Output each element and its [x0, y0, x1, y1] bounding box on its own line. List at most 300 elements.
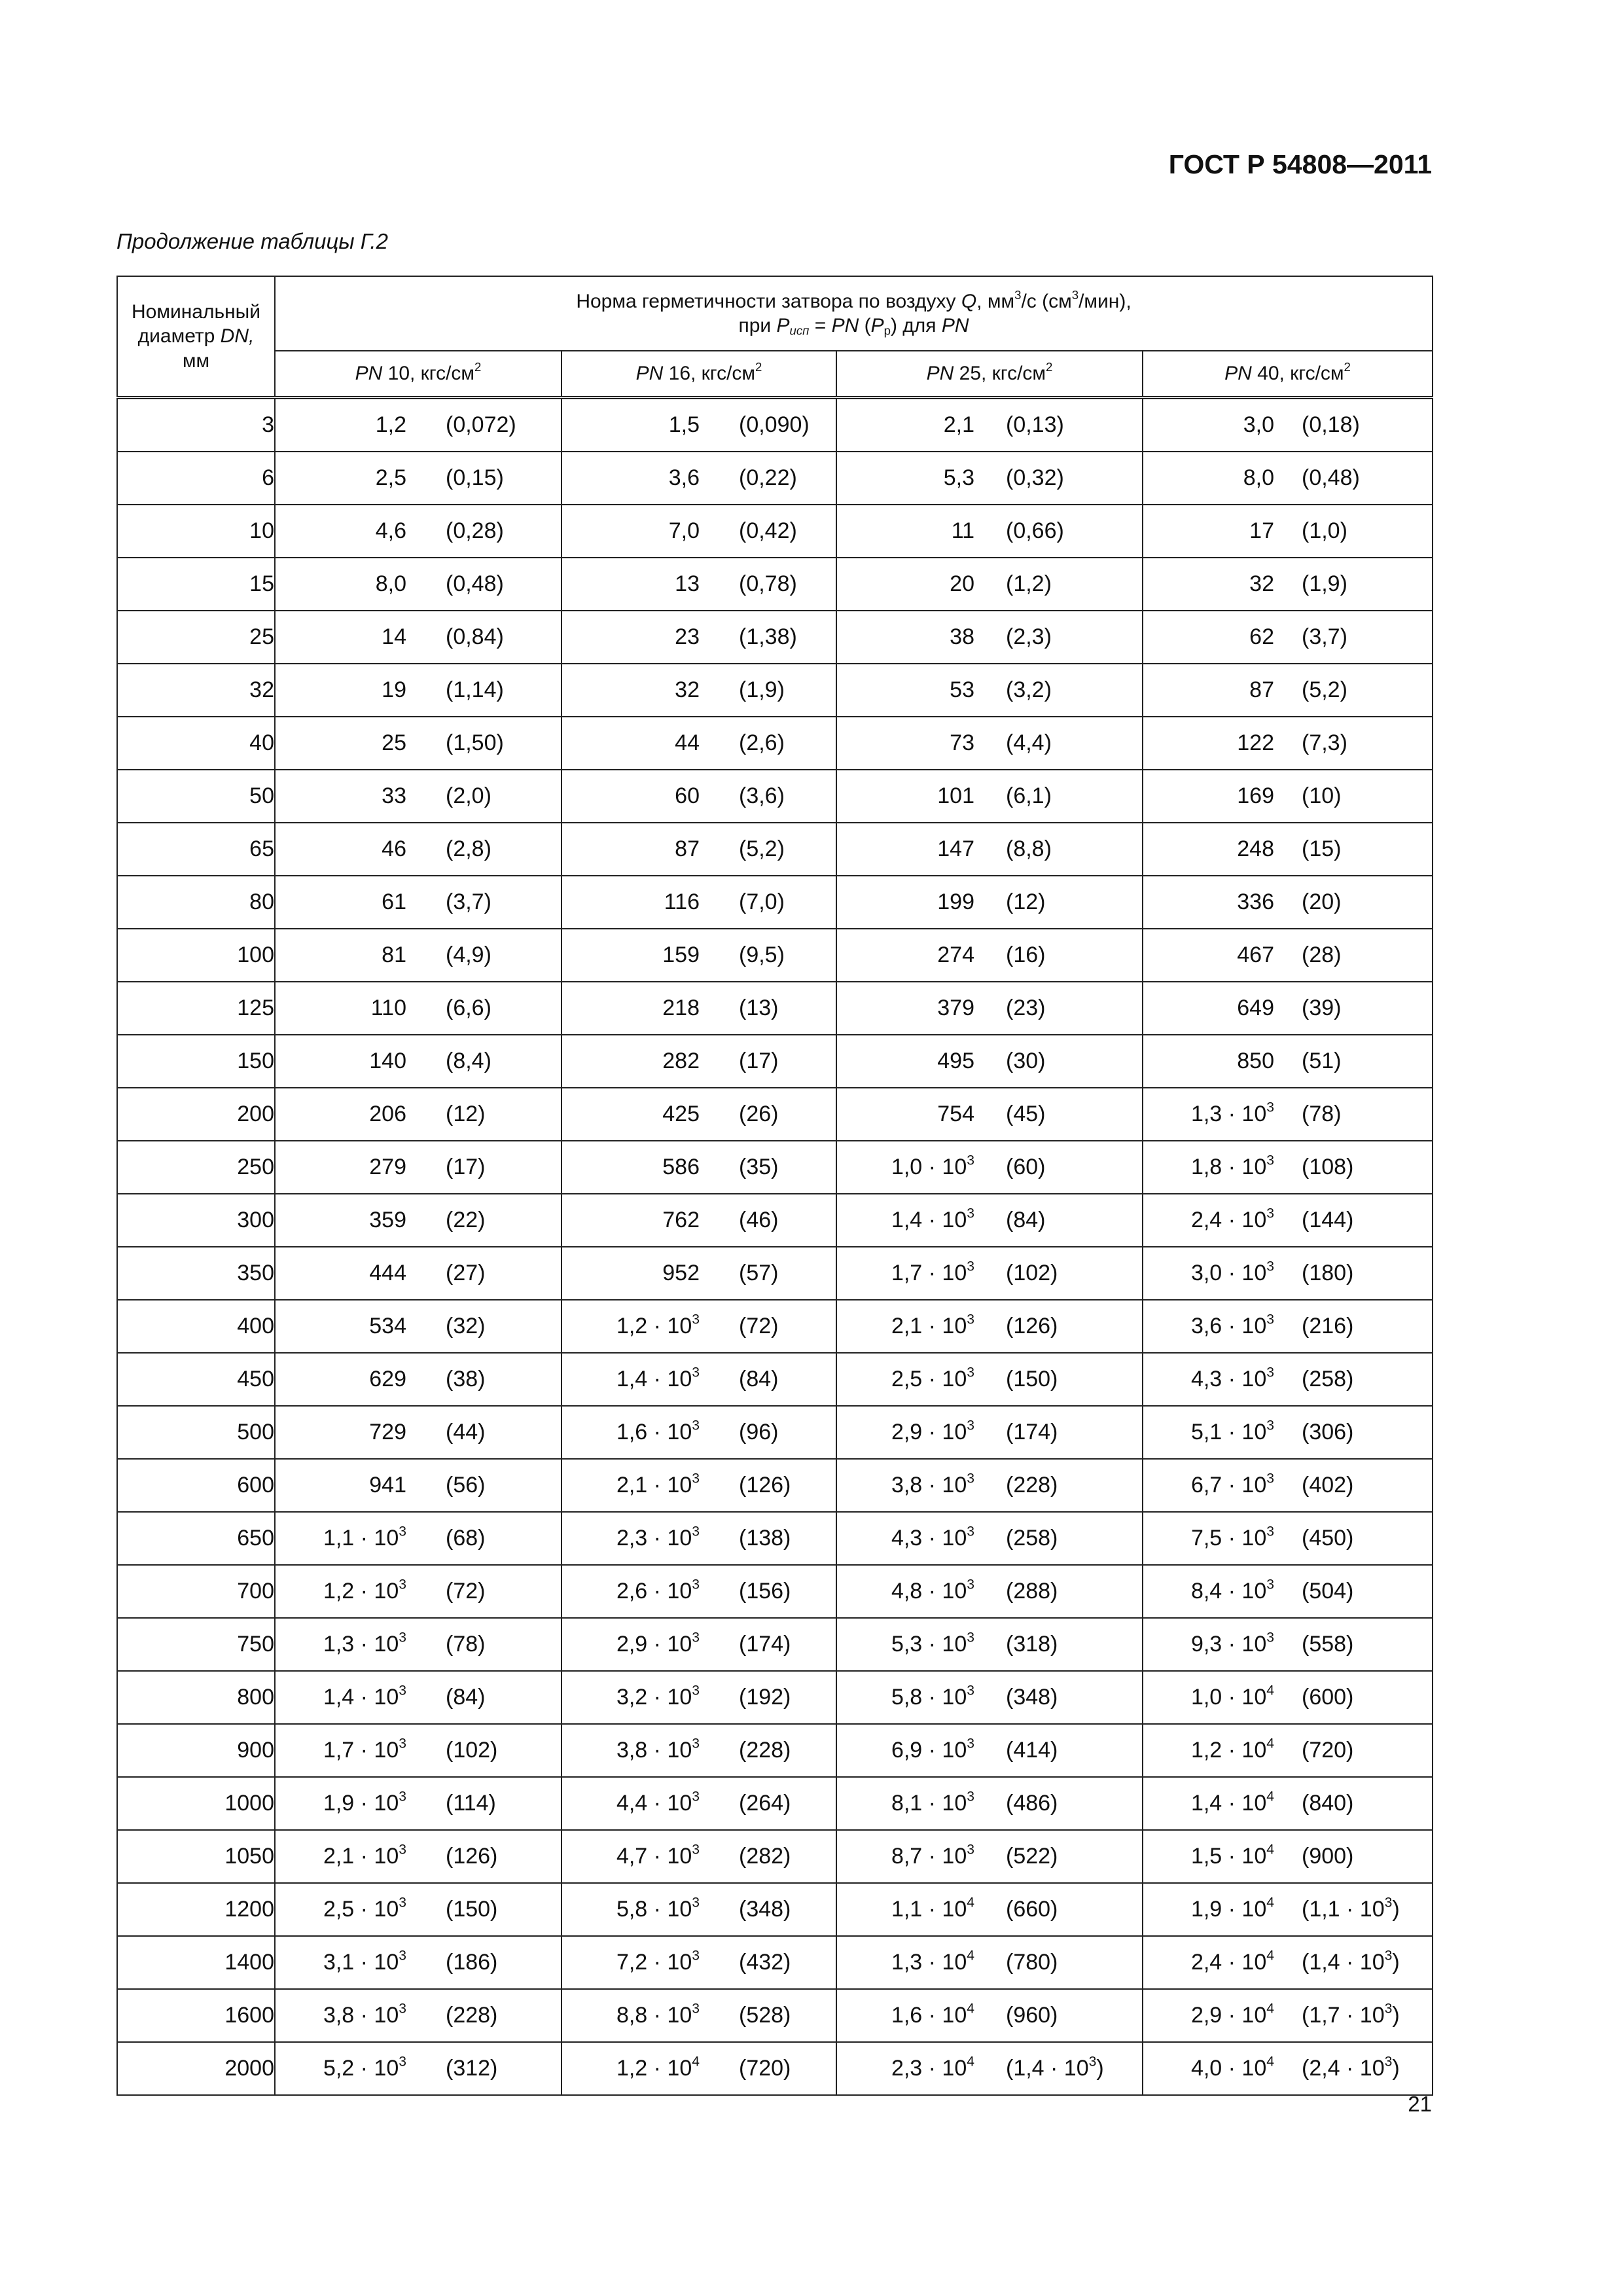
- rate-cm3-per-min: (258): [1302, 1367, 1354, 1391]
- rate-cm3-per-min: (780): [1006, 1950, 1058, 1975]
- rate-cm3-per-min: (35): [739, 1155, 779, 1179]
- table-row: [117, 1724, 1433, 1777]
- rate-cm3-per-min: (45): [1006, 1102, 1046, 1126]
- leak-rate-cell: [562, 823, 836, 876]
- rate-mm3-per-s: $2,6 \cdot 10^3$: [616, 1577, 700, 1604]
- leak-rate-cell: [275, 1035, 562, 1088]
- leak-rate-cell: [275, 1141, 562, 1194]
- leak-rate-cell: [562, 398, 836, 452]
- rate-cm3-per-min: (8,8): [1006, 836, 1052, 861]
- rate-mm3-per-s: $2,3 \cdot 10^3$: [616, 1524, 700, 1551]
- table-row: [117, 1247, 1433, 1300]
- rate-cm3-per-min: (13): [739, 996, 779, 1020]
- rate-mm3-per-s: $1,2 \cdot 10^3$: [323, 1577, 406, 1604]
- leak-rate-cell: [1143, 1830, 1433, 1883]
- dn-cell: 65: [117, 823, 275, 876]
- rate-mm3-per-s: 32: [675, 677, 700, 702]
- rate-cm3-per-min: (3,7): [1302, 624, 1347, 649]
- rate-cm3-per-min: (60): [1006, 1155, 1046, 1179]
- leak-rate-cell: [562, 1194, 836, 1247]
- rate-mm3-per-s: $2,1 \cdot 10^3$: [891, 1312, 974, 1338]
- leak-rate-cell: [275, 1936, 562, 1989]
- dn-cell: 1400: [117, 1936, 275, 1989]
- leak-rate-cell: [1143, 1618, 1433, 1671]
- rate-cm3-per-min: (432): [739, 1950, 791, 1975]
- rate-cm3-per-min: (1,38): [739, 624, 797, 649]
- rate-mm3-per-s: $1,7 \cdot 10^3$: [323, 1736, 406, 1763]
- dn-cell: 10: [117, 505, 275, 558]
- rate-mm3-per-s: $8,7 \cdot 10^3$: [891, 1842, 974, 1869]
- rate-cm3-per-min: (900): [1302, 1844, 1354, 1869]
- dn-cell: 150: [117, 1035, 275, 1088]
- dn-cell: 450: [117, 1353, 275, 1406]
- rate-cm3-per-min: (5,2): [739, 836, 785, 861]
- rate-cm3-per-min: (216): [1302, 1314, 1354, 1338]
- leak-rate-cell: [562, 1936, 836, 1989]
- rate-mm3-per-s: 11: [951, 518, 974, 543]
- rate-mm3-per-s: $2,1 \cdot 10^3$: [323, 1842, 406, 1869]
- leak-rate-cell: [275, 611, 562, 664]
- rate-mm3-per-s: 359: [369, 1208, 406, 1232]
- rate-cm3-per-min: (660): [1006, 1897, 1058, 1922]
- rate-mm3-per-s: 14: [382, 624, 406, 649]
- leak-rate-cell: [836, 505, 1143, 558]
- rate-cm3-per-min: (126): [739, 1473, 791, 1498]
- rate-mm3-per-s: 762: [662, 1208, 700, 1232]
- rate-mm3-per-s: $2,9 \cdot 10^4$: [1190, 2001, 1274, 2028]
- leak-rate-cell: [836, 2042, 1143, 2095]
- rate-mm3-per-s: $1,1 \cdot 10^3$: [323, 1524, 406, 1551]
- rate-cm3-per-min: (0,072): [446, 412, 516, 437]
- rate-mm3-per-s: $5,3 \cdot 10^3$: [891, 1630, 974, 1657]
- leak-rate-cell: [836, 1459, 1143, 1512]
- rate-mm3-per-s: 467: [1237, 942, 1274, 967]
- table-row: [117, 1777, 1433, 1830]
- rate-mm3-per-s: $1,2 \cdot 10^4$: [616, 2054, 700, 2081]
- leak-rate-cell: [1143, 398, 1433, 452]
- rate-cm3-per-min: (0,090): [739, 412, 810, 437]
- leak-rate-cell: [836, 929, 1143, 982]
- table-row: [117, 1565, 1433, 1618]
- rate-mm3-per-s: $1,8 \cdot 10^3$: [1190, 1153, 1274, 1179]
- dn-cell: 250: [117, 1141, 275, 1194]
- rate-mm3-per-s: 199: [937, 889, 974, 914]
- rate-cm3-per-min: (0,22): [739, 465, 797, 490]
- rate-cm3-per-min: $(1,1 \cdot 10^3)$: [1302, 1895, 1400, 1922]
- leak-rate-cell: [562, 1777, 836, 1830]
- dn-cell: 700: [117, 1565, 275, 1618]
- leak-rate-cell: [836, 823, 1143, 876]
- rate-cm3-per-min: (3,7): [446, 889, 491, 914]
- rate-mm3-per-s: 218: [662, 996, 700, 1020]
- leak-rate-cell: [1143, 1989, 1433, 2042]
- leak-rate-cell: [275, 558, 562, 611]
- rate-mm3-per-s: $8,1 \cdot 10^3$: [891, 1789, 974, 1816]
- rate-cm3-per-min: (20): [1302, 889, 1342, 914]
- rate-mm3-per-s: 53: [950, 677, 974, 702]
- table-row: [117, 1406, 1433, 1459]
- rate-mm3-per-s: $1,6 \cdot 10^3$: [616, 1418, 700, 1444]
- leak-rate-cell: [836, 558, 1143, 611]
- leak-rate-cell: [275, 1300, 562, 1353]
- leak-rate-cell: [836, 1724, 1143, 1777]
- rate-mm3-per-s: $1,9 \cdot 10^4$: [1190, 1895, 1274, 1922]
- leak-rate-cell: [1143, 2042, 1433, 2095]
- rate-mm3-per-s: 425: [662, 1102, 700, 1126]
- leak-rate-cell: [562, 664, 836, 717]
- leak-rate-cell: [562, 1300, 836, 1353]
- rate-mm3-per-s: $1,0 \cdot 10^4$: [1190, 1683, 1274, 1710]
- leak-rate-cell: [562, 876, 836, 929]
- dn-cell: 40: [117, 717, 275, 770]
- rate-mm3-per-s: $7,5 \cdot 10^3$: [1190, 1524, 1274, 1551]
- rate-mm3-per-s: 282: [662, 1049, 700, 1073]
- leak-rate-cell: [836, 1883, 1143, 1936]
- dn-cell: 500: [117, 1406, 275, 1459]
- leak-rate-cell: [836, 1618, 1143, 1671]
- table-row: [117, 1671, 1433, 1724]
- dn-cell: 1050: [117, 1830, 275, 1883]
- rate-cm3-per-min: (402): [1302, 1473, 1354, 1498]
- rate-mm3-per-s: 850: [1237, 1049, 1274, 1073]
- table-row: [117, 505, 1433, 558]
- leak-rate-cell: [275, 1883, 562, 1936]
- rate-cm3-per-min: (174): [1006, 1420, 1058, 1444]
- leak-rate-cell: [1143, 1035, 1433, 1088]
- rate-cm3-per-min: (450): [1302, 1526, 1354, 1551]
- leak-rate-cell: [836, 982, 1143, 1035]
- leak-rate-cell: [1143, 558, 1433, 611]
- rate-cm3-per-min: (84): [446, 1685, 486, 1710]
- table-row: [117, 876, 1433, 929]
- rate-cm3-per-min: (486): [1006, 1791, 1058, 1816]
- rate-cm3-per-min: (1,9): [1302, 571, 1347, 596]
- table-row: [117, 1936, 1433, 1989]
- rate-mm3-per-s: 13: [675, 571, 700, 596]
- rate-cm3-per-min: $(1,7 \cdot 10^3)$: [1302, 2001, 1400, 2028]
- rate-cm3-per-min: (312): [446, 2056, 498, 2081]
- rate-mm3-per-s: 586: [662, 1155, 700, 1179]
- leak-rate-cell: [275, 929, 562, 982]
- rate-mm3-per-s: 649: [1237, 996, 1274, 1020]
- rate-mm3-per-s: 122: [1237, 730, 1274, 755]
- rate-cm3-per-min: (720): [1302, 1738, 1354, 1763]
- rate-cm3-per-min: (0,28): [446, 518, 504, 543]
- leak-rate-cell: [1143, 1247, 1433, 1300]
- leak-rate-cell: [1143, 1883, 1433, 1936]
- leak-rate-cell: [1143, 1671, 1433, 1724]
- leak-rate-cell: [275, 505, 562, 558]
- rate-mm3-per-s: $5,8 \cdot 10^3$: [891, 1683, 974, 1710]
- dn-cell: 3: [117, 398, 275, 452]
- leak-rate-table: [116, 276, 1433, 2096]
- rate-mm3-per-s: 4,6: [375, 518, 406, 543]
- rate-mm3-per-s: 87: [675, 836, 700, 861]
- rate-mm3-per-s: 444: [369, 1261, 406, 1285]
- rate-cm3-per-min: (0,78): [739, 571, 797, 596]
- leak-rate-cell: [1143, 1300, 1433, 1353]
- rate-cm3-per-min: (23): [1006, 996, 1046, 1020]
- rate-mm3-per-s: 629: [369, 1367, 406, 1391]
- table-row: [117, 2042, 1433, 2095]
- rate-mm3-per-s: $3,0 \cdot 10^3$: [1190, 1259, 1274, 1285]
- rate-cm3-per-min: (126): [446, 1844, 498, 1869]
- leak-rate-cell: [562, 770, 836, 823]
- rate-mm3-per-s: 62: [1249, 624, 1274, 649]
- leak-rate-cell: [275, 1512, 562, 1565]
- leak-rate-cell: [836, 452, 1143, 505]
- table-row: [117, 770, 1433, 823]
- rate-cm3-per-min: (15): [1302, 836, 1342, 861]
- rate-cm3-per-min: (600): [1302, 1685, 1354, 1710]
- rate-cm3-per-min: (38): [446, 1367, 486, 1391]
- rate-cm3-per-min: $(1,4 \cdot 10^3)$: [1006, 2054, 1104, 2081]
- rate-mm3-per-s: 8,0: [375, 571, 406, 596]
- leak-rate-cell: [836, 1194, 1143, 1247]
- rate-mm3-per-s: $1,9 \cdot 10^3$: [323, 1789, 406, 1816]
- table-row: [117, 929, 1433, 982]
- leak-rate-cell: [275, 664, 562, 717]
- rate-mm3-per-s: $3,8 \cdot 10^3$: [323, 2001, 406, 2028]
- rate-cm3-per-min: (150): [446, 1897, 498, 1922]
- leak-rate-cell: [562, 1035, 836, 1088]
- rate-mm3-per-s: $5,2 \cdot 10^3$: [323, 2054, 406, 2081]
- dn-cell: 1200: [117, 1883, 275, 1936]
- rate-cm3-per-min: (46): [739, 1208, 779, 1232]
- rate-mm3-per-s: 73: [950, 730, 974, 755]
- rate-mm3-per-s: 169: [1237, 783, 1274, 808]
- rate-cm3-per-min: (2,0): [446, 783, 491, 808]
- rate-cm3-per-min: (0,18): [1302, 412, 1360, 437]
- rate-cm3-per-min: (1,2): [1006, 571, 1052, 596]
- rate-cm3-per-min: (4,9): [446, 942, 491, 967]
- leak-rate-cell: [275, 1247, 562, 1300]
- table-row: [117, 1459, 1433, 1512]
- rate-cm3-per-min: (6,1): [1006, 783, 1052, 808]
- rate-cm3-per-min: (7,0): [739, 889, 785, 914]
- table-row: [117, 1512, 1433, 1565]
- leak-rate-cell: [562, 1406, 836, 1459]
- leak-rate-cell: [1143, 452, 1433, 505]
- rate-mm3-per-s: 941: [369, 1473, 406, 1498]
- table-row: [117, 1618, 1433, 1671]
- leak-rate-cell: [275, 770, 562, 823]
- rate-cm3-per-min: (558): [1302, 1632, 1354, 1657]
- leak-rate-cell: [836, 1565, 1143, 1618]
- rate-cm3-per-min: (27): [446, 1261, 486, 1285]
- pn-column-header: PN 40, кгс/$см^2$: [1143, 351, 1433, 398]
- leak-rate-cell: [836, 398, 1143, 452]
- table-row: [117, 823, 1433, 876]
- dn-cell: 750: [117, 1618, 275, 1671]
- rate-mm3-per-s: $5,8 \cdot 10^3$: [616, 1895, 700, 1922]
- leak-rate-cell: [562, 1618, 836, 1671]
- rate-mm3-per-s: 379: [937, 996, 974, 1020]
- rate-cm3-per-min: (720): [739, 2056, 791, 2081]
- rate-mm3-per-s: 279: [369, 1155, 406, 1179]
- rate-cm3-per-min: (1,50): [446, 730, 504, 755]
- tightness-norm-header: Норма герметичности затвора по воздуху Q, $мм^3/с$ $(см^3/мин)$, при $P_{исп}$ = PN $(P_р)$ для PN: [275, 276, 1433, 351]
- pn-column-header: PN 10, кгс/$см^2$: [275, 351, 562, 398]
- rate-mm3-per-s: 19: [382, 677, 406, 702]
- leak-rate-cell: [1143, 1353, 1433, 1406]
- rate-cm3-per-min: (348): [1006, 1685, 1058, 1710]
- rate-mm3-per-s: 3,6: [668, 465, 700, 490]
- table-row: [117, 1088, 1433, 1141]
- leak-rate-cell: [836, 1141, 1143, 1194]
- rate-cm3-per-min: (156): [739, 1579, 791, 1604]
- rate-mm3-per-s: 1,5: [668, 412, 700, 437]
- rate-mm3-per-s: $2,4 \cdot 10^4$: [1190, 1948, 1274, 1975]
- rate-cm3-per-min: (138): [739, 1526, 791, 1551]
- rate-cm3-per-min: (0,32): [1006, 465, 1064, 490]
- leak-rate-cell: [836, 1035, 1143, 1088]
- rate-cm3-per-min: (17): [739, 1049, 779, 1073]
- rate-mm3-per-s: 17: [1249, 518, 1274, 543]
- rate-mm3-per-s: $2,5 \cdot 10^3$: [323, 1895, 406, 1922]
- rate-mm3-per-s: $2,5 \cdot 10^3$: [891, 1365, 974, 1391]
- rate-cm3-per-min: (51): [1302, 1049, 1342, 1073]
- rate-cm3-per-min: (8,4): [446, 1049, 491, 1073]
- rate-cm3-per-min: (0,66): [1006, 518, 1064, 543]
- leak-rate-cell: [836, 1777, 1143, 1830]
- leak-rate-cell: [836, 1300, 1143, 1353]
- rate-mm3-per-s: $7,2 \cdot 10^3$: [616, 1948, 700, 1975]
- rate-cm3-per-min: (0,84): [446, 624, 504, 649]
- rate-cm3-per-min: (10): [1302, 783, 1342, 808]
- leak-rate-cell: [275, 1459, 562, 1512]
- leak-rate-cell: [1143, 929, 1433, 982]
- rate-mm3-per-s: $8,8 \cdot 10^3$: [616, 2001, 700, 2028]
- rate-mm3-per-s: 20: [950, 571, 974, 596]
- rate-cm3-per-min: (28): [1302, 942, 1342, 967]
- leak-rate-cell: [1143, 1936, 1433, 1989]
- rate-cm3-per-min: (6,6): [446, 996, 491, 1020]
- rate-mm3-per-s: $1,3 \cdot 10^3$: [1190, 1100, 1274, 1126]
- table-row: [117, 717, 1433, 770]
- rate-cm3-per-min: (840): [1302, 1791, 1354, 1816]
- rate-mm3-per-s: $5,1 \cdot 10^3$: [1190, 1418, 1274, 1444]
- rate-cm3-per-min: (306): [1302, 1420, 1354, 1444]
- leak-rate-cell: [562, 1088, 836, 1141]
- leak-rate-cell: [562, 2042, 836, 2095]
- dn-cell: 900: [117, 1724, 275, 1777]
- rate-mm3-per-s: $3,1 \cdot 10^3$: [323, 1948, 406, 1975]
- leak-rate-cell: [562, 452, 836, 505]
- dn-cell: 600: [117, 1459, 275, 1512]
- leak-rate-cell: [836, 1989, 1143, 2042]
- leak-rate-cell: [275, 1777, 562, 1830]
- rate-cm3-per-min: (68): [446, 1526, 486, 1551]
- dn-cell: 650: [117, 1512, 275, 1565]
- table-row: [117, 558, 1433, 611]
- rate-cm3-per-min: (318): [1006, 1632, 1058, 1657]
- rate-mm3-per-s: $6,7 \cdot 10^3$: [1190, 1471, 1274, 1498]
- rate-cm3-per-min: (228): [446, 2003, 498, 2028]
- table-row: [117, 452, 1433, 505]
- table-row: [117, 1141, 1433, 1194]
- leak-rate-cell: [275, 823, 562, 876]
- rate-mm3-per-s: 8,0: [1243, 465, 1274, 490]
- rate-mm3-per-s: $6,9 \cdot 10^3$: [891, 1736, 974, 1763]
- leak-rate-cell: [1143, 505, 1433, 558]
- rate-mm3-per-s: $4,3 \cdot 10^3$: [1190, 1365, 1274, 1391]
- rate-mm3-per-s: $1,4 \cdot 10^3$: [616, 1365, 700, 1391]
- rate-mm3-per-s: 754: [937, 1102, 974, 1126]
- rate-cm3-per-min: (44): [446, 1420, 486, 1444]
- dn-cell: 800: [117, 1671, 275, 1724]
- rate-mm3-per-s: $1,4 \cdot 10^3$: [891, 1206, 974, 1232]
- leak-rate-cell: [562, 611, 836, 664]
- leak-rate-cell: [562, 929, 836, 982]
- leak-rate-cell: [1143, 876, 1433, 929]
- rate-cm3-per-min: (1,14): [446, 677, 504, 702]
- rate-cm3-per-min: (0,13): [1006, 412, 1064, 437]
- rate-mm3-per-s: $1,6 \cdot 10^4$: [891, 2001, 974, 2028]
- rate-cm3-per-min: (12): [1006, 889, 1046, 914]
- rate-mm3-per-s: 46: [382, 836, 406, 861]
- leak-rate-cell: [562, 1247, 836, 1300]
- rate-mm3-per-s: $1,2 \cdot 10^4$: [1190, 1736, 1274, 1763]
- leak-rate-cell: [1143, 717, 1433, 770]
- rate-mm3-per-s: $3,6 \cdot 10^3$: [1190, 1312, 1274, 1338]
- leak-rate-cell: [836, 1830, 1143, 1883]
- dn-cell: 6: [117, 452, 275, 505]
- rate-mm3-per-s: $2,4 \cdot 10^3$: [1190, 1206, 1274, 1232]
- leak-rate-cell: [836, 717, 1143, 770]
- dn-cell: 80: [117, 876, 275, 929]
- leak-rate-cell: [836, 1936, 1143, 1989]
- leak-rate-cell: [1143, 1141, 1433, 1194]
- leak-rate-cell: [1143, 1724, 1433, 1777]
- rate-cm3-per-min: (522): [1006, 1844, 1058, 1869]
- leak-rate-cell: [836, 1406, 1143, 1459]
- rate-cm3-per-min: (96): [739, 1420, 779, 1444]
- rate-mm3-per-s: $1,5 \cdot 10^4$: [1190, 1842, 1274, 1869]
- rate-mm3-per-s: 32: [1249, 571, 1274, 596]
- rate-cm3-per-min: (17): [446, 1155, 486, 1179]
- rate-cm3-per-min: (57): [739, 1261, 779, 1285]
- rate-cm3-per-min: (12): [446, 1102, 486, 1126]
- rate-mm3-per-s: 729: [369, 1420, 406, 1444]
- leak-rate-cell: [275, 1194, 562, 1247]
- leak-rate-cell: [836, 770, 1143, 823]
- rate-cm3-per-min: (186): [446, 1950, 498, 1975]
- rate-mm3-per-s: 140: [369, 1049, 406, 1073]
- dn-cell: 15: [117, 558, 275, 611]
- rate-mm3-per-s: $2,3 \cdot 10^4$: [891, 2054, 974, 2081]
- table-row: [117, 1035, 1433, 1088]
- rate-cm3-per-min: (414): [1006, 1738, 1058, 1763]
- leak-rate-cell: [1143, 1565, 1433, 1618]
- rate-cm3-per-min: (1,0): [1302, 518, 1347, 543]
- rate-cm3-per-min: (108): [1302, 1155, 1354, 1179]
- rate-mm3-per-s: $1,0 \cdot 10^3$: [891, 1153, 974, 1179]
- rate-mm3-per-s: $4,7 \cdot 10^3$: [616, 1842, 700, 1869]
- rate-mm3-per-s: 60: [675, 783, 700, 808]
- leak-rate-cell: [1143, 823, 1433, 876]
- dn-cell: 1000: [117, 1777, 275, 1830]
- dn-cell: 2000: [117, 2042, 275, 2095]
- leak-rate-cell: [562, 1565, 836, 1618]
- leak-rate-cell: [836, 1671, 1143, 1724]
- rate-cm3-per-min: (102): [446, 1738, 498, 1763]
- leak-rate-cell: [1143, 770, 1433, 823]
- leak-rate-cell: [275, 1353, 562, 1406]
- leak-rate-cell: [275, 876, 562, 929]
- rate-cm3-per-min: (174): [739, 1632, 791, 1657]
- rate-mm3-per-s: 61: [382, 889, 406, 914]
